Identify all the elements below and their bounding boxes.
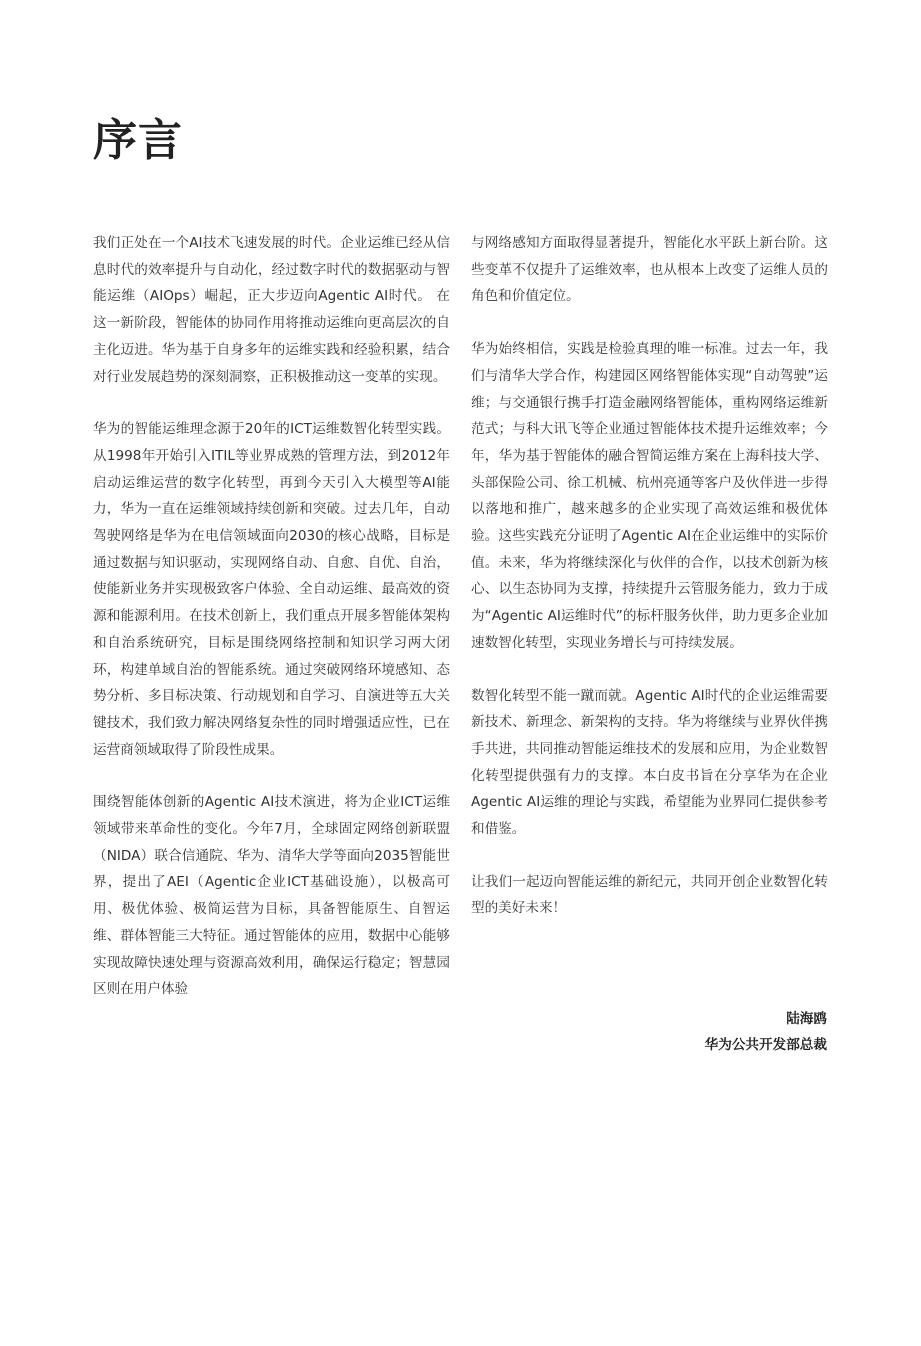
paragraph: 数智化转型不能一蹴而就。Agentic AI时代的企业运维需要新技术、新理念、新架构的支持。华为将继续与业界伙伴携手共进，共同推动智能运维技术的发展和应用，为企业数智化转型提供强有力的支撑。本白皮书旨在分享华为在企业Agentic AI运维的理论与实践，希望能为业界同仁提供参考和借鉴。	[471, 687, 828, 838]
page-title: 序言	[93, 115, 183, 166]
right-column	[471, 230, 828, 948]
paragraph: 华为始终相信，实践是检验真理的唯一标准。过去一年，我们与清华大学合作，构建园区网络智能体实现“自动驾驶”运维；与交通银行携手打造金融网络智能体，重构网络运维新范式；与科大讯飞等企业通过智能体技术提升运维效率；今年，华为基于智能体的融合智简运维方案在上海科技大学、头部保险公司、徐工机械、杭州亮通等客户及伙伴进一步得以落地和推广，越来越多的企业实现了高效运维和极优体验。这些实践充分证明了Agentic AI在企业运维中的实际价值。未来，华为将继续深化与伙伴的合作，以技术创新为核心、以生态协同为支撑，持续提升云管服务能力，致力于成为“Agentic AI运维时代”的标杆服务伙伴，助力更多企业加速数智化转型，实现业务增长与可持续发展。	[471, 341, 828, 651]
paragraph: 华为的智能运维理念源于20年的ICT运维数智化转型实践。从1998年开始引入ITIL等业界成熟的管理方法，到2012年启动运维运营的数字化转型，再到今天引入大模型等AI能力，华为一直在运维领域持续创新和突破。过去几年，自动驾驶网络是华为在电信领域面向2030的核心战略，目标是通过数据与知识驱动，实现网络自动、自愈、自优、自治，使能新业务并实现极致客户体验、全自动运维、最高效的资源和能源利用。在技术创新上，我们重点开展多智能体架构和自治系统研究，目标是围绕网络控制和知识学习两大闭环，构建单域自治的智能系统。通过突破网络环境感知、态势分析、多目标决策、行动规划和自学习、自演进等五大关键技术，我们致力解决网络复杂性的同时增强适应性，已在运营商领域取得了阶段性成果。	[93, 421, 450, 758]
signature-role: 华为公共开发部总裁	[704, 1037, 827, 1053]
paragraph: 与网络感知方面取得显著提升，智能化水平跃上新台阶。这些变革不仅提升了运维效率，也从根本上改变了运维人员的角色和价值定位。	[471, 235, 828, 305]
paragraph: 围绕智能体创新的Agentic AI技术演进，将为企业ICT运维领域带来革命性的变化。今年7月，全球固定网络创新联盟（NIDA）联合信通院、华为、清华大学等面向2035智能世界，提出了AEI（Agentic企业ICT基础设施），以极高可用、极优体验、极简运营为目标，具备智能原生、自智运维、群体智能三大特征。通过智能体的应用，数据中心能够实现故障快速处理与资源高效利用，确保运行稳定；智慧园区则在用户体验	[93, 794, 450, 998]
signature-block	[705, 1006, 827, 1058]
left-column	[93, 230, 450, 1029]
paragraph: 我们正处在一个AI技术飞速发展的时代。企业运维已经从信息时代的效率提升与自动化，经过数字时代的数据驱动与智能运维（AIOps）崛起，正大步迈向Agentic AI时代。 在这一新阶段，智能体的协同作用将推动运维向更高层次的自主化迈进。华为基于自身多年的运维实践和经验积累，结合对行业发展趋势的深刻洞察，正积极推动这一变革的实现。	[93, 235, 450, 385]
paragraph: 让我们一起迈向智能运维的新纪元，共同开创企业数智化转型的美好未来！	[471, 873, 828, 917]
signature-name: 陆海鸥	[786, 1011, 827, 1027]
